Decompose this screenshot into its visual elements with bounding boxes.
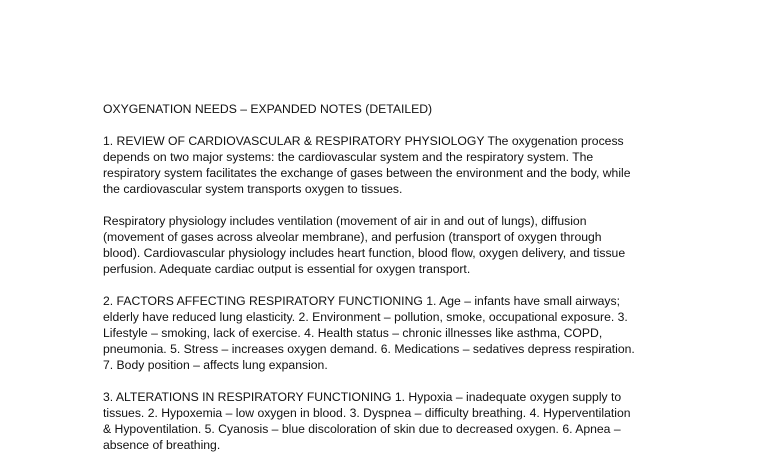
paragraph-physiology-review [103, 133, 683, 197]
text-line: respiratory system facilitates the exchange of gases between the environment and the body, while [103, 166, 631, 180]
paragraph-gap [103, 197, 683, 213]
text-line: absence of breathing. [103, 438, 221, 452]
text-line: depends on two major systems: the cardiovascular system and the respiratory system. The [103, 150, 594, 164]
text-line: (movement of gases across alveolar membrane), and perfusion (transport of oxygen through [103, 230, 602, 244]
document-body [103, 101, 683, 453]
paragraph-factors [103, 293, 683, 373]
text-line: Lifestyle – smoking, lack of exercise. 4. Health status – chronic illnesses like asthma, COPD, [103, 326, 603, 340]
text-line: 7. Body position – affects lung expansion. [103, 358, 328, 372]
paragraph-physiology-details [103, 213, 683, 277]
text-line: pneumonia. 5. Stress – increases oxygen demand. 6. Medications – sedatives depress respiration. [103, 342, 635, 356]
text-line: 3. ALTERATIONS IN RESPIRATORY FUNCTIONING 1. Hypoxia – inadequate oxygen supply to [103, 390, 622, 404]
paragraph-alterations [103, 389, 683, 453]
text-line: blood). Cardiovascular physiology includes heart function, blood flow, oxygen delivery, and tissue [103, 246, 626, 260]
document-title: OXYGENATION NEEDS – EXPANDED NOTES (DETAILED) [103, 102, 433, 116]
text-line: 1. REVIEW OF CARDIOVASCULAR & RESPIRATORY PHYSIOLOGY The oxygenation process [103, 134, 624, 148]
paragraph-gap [103, 117, 683, 133]
text-line: & Hypoventilation. 5. Cyanosis – blue discoloration of skin due to decreased oxygen. 6. Apnea – [103, 422, 621, 436]
text-line: elderly have reduced lung elasticity. 2. Environment – pollution, smoke, occupational exposure. 3. [103, 310, 628, 324]
text-line: perfusion. Adequate cardiac output is essential for oxygen transport. [103, 262, 471, 276]
text-line: tissues. 2. Hypoxemia – low oxygen in blood. 3. Dyspnea – difficulty breathing. 4. Hyperventilation [103, 406, 631, 420]
paragraph-gap [103, 277, 683, 293]
text-line: the cardiovascular system transports oxygen to tissues. [103, 182, 403, 196]
text-line: 2. FACTORS AFFECTING RESPIRATORY FUNCTIONING 1. Age – infants have small airways; [103, 294, 620, 308]
text-line: Respiratory physiology includes ventilation (movement of air in and out of lungs), diffusion [103, 214, 587, 228]
paragraph-gap [103, 373, 683, 389]
